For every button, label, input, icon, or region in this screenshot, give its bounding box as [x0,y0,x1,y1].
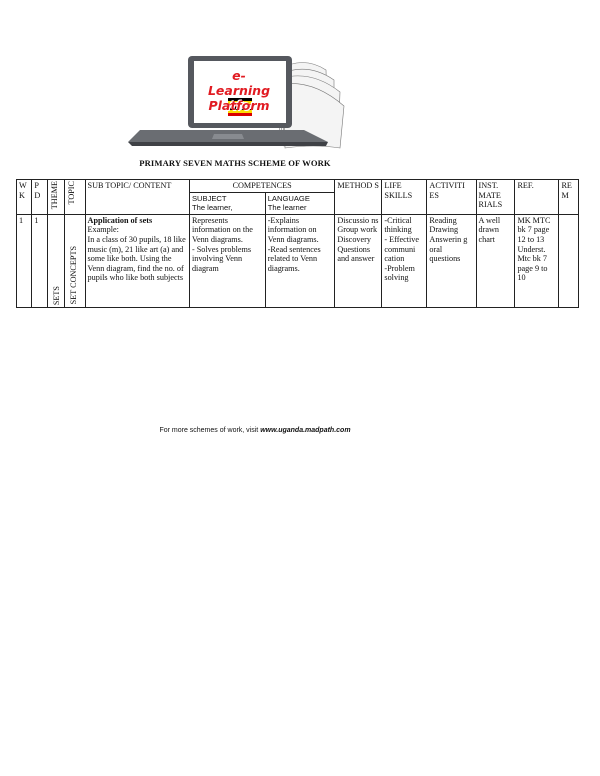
header-sub-topic: SUB TOPIC/ CONTENT [85,180,189,215]
table-row [17,214,579,307]
cell-theme-label: SETS [51,285,61,305]
header-pd: P D [32,180,47,215]
sub-topic-example-label: Example: [87,225,119,235]
cell-sub-topic [85,214,189,307]
sub-topic-title: Application of sets [87,215,153,225]
cell-life-skills [382,214,427,307]
header-methods: METHOD S [335,180,382,215]
header-theme-label: THEME [49,181,59,210]
header-inst-materials: INST. MATE RIALS [476,180,515,215]
cell-ref: MK MTC bk 7 page 12 to 13 Underst. Mtc bk 7 page 9 to 10 [515,214,559,307]
header-competences: COMPETENCES [189,180,334,193]
language-competence-2: -Read sentences related to Venn diagrams. [267,244,321,273]
footer-link[interactable]: www.uganda.madpath.com [260,427,351,434]
header-theme [47,180,64,215]
footer-text: For more schemes of work, visit [159,427,261,434]
header-life-skills: LIFE SKILLS [382,180,427,215]
cell-pd: 1 [32,214,47,307]
logo-text [202,68,276,113]
header-topic-label: TOPIC [67,181,77,205]
cell-inst-materials: A well drawn chart [476,214,515,307]
header-language-sub: The learner [267,203,307,213]
scheme-of-work-table [16,179,579,308]
header-language [265,192,335,214]
cell-theme [47,214,64,307]
footer-note [0,427,510,434]
header-wk: W K [17,180,32,215]
header-row [17,180,579,193]
life-skill-2: - Effective communi cation [384,234,420,264]
cell-subject-competence [189,214,265,307]
header-subject [189,192,265,214]
cell-language-competence [265,214,335,307]
logo-line-2: Platform [208,98,270,113]
cell-methods: Discussio ns Group work Discovery Questions and answer [335,214,382,307]
document-title: PRIMARY SEVEN MATHS SCHEME OF WORK [139,158,331,168]
subject-competence-2: - Solves problems involving Venn diagram [191,244,252,273]
header-subject-sub: The learner, [191,203,233,213]
header-topic [65,180,85,215]
subject-competence-1: Represents information on the Venn diagrams. [191,215,253,244]
cell-wk: 1 [17,214,32,307]
cell-topic-label: SET CONCEPTS [69,246,79,305]
header-activities: ACTIVITI ES [427,180,476,215]
life-skill-3: -Problem solving [384,263,415,283]
life-skill-1: -Critical thinking [384,215,412,235]
header-rem: RE M [559,180,579,215]
cell-rem [559,214,579,307]
logo-line-1: e-Learning [207,68,271,98]
header-language-label: LANGUAGE [267,193,310,203]
cell-topic [65,214,85,307]
header-subject-label: SUBJECT [191,193,227,203]
cell-activities: Reading Drawing Answerin g oral questions [427,214,476,307]
sub-topic-example-text: In a class of 30 pupils, 18 like music (m), 21 like art (a) and some like both. Using the Venn diagram, find the no. of pupils who like both subjects [87,234,186,283]
header-ref: REF. [515,180,559,215]
language-competence-1: -Explains information on Venn diagrams. [267,215,319,244]
